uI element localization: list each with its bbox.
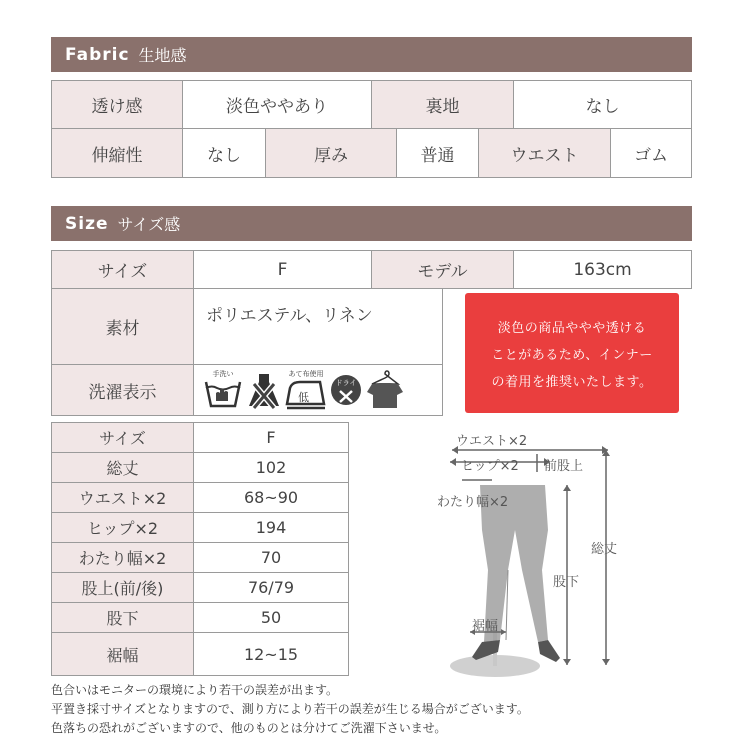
- measure-label-size: サイズ: [51, 422, 194, 453]
- diagram-hip-label: ヒップ×2: [461, 459, 519, 474]
- no-dry-clean-text: ドライ: [335, 379, 357, 387]
- diagram-hem-label: 裾幅: [472, 619, 499, 634]
- measure-value-thigh: 70: [193, 542, 349, 573]
- transparency-label: 透け感: [51, 80, 183, 129]
- measure-value-waist: 68~90: [193, 482, 349, 513]
- waist-value: ゴム: [610, 128, 692, 178]
- fabric-header-jp: 生地感: [138, 46, 187, 65]
- lining-value: なし: [513, 80, 692, 129]
- lining-label: 裏地: [371, 80, 514, 129]
- measure-value-inseam: 50: [193, 602, 349, 633]
- measure-label-rise: 股上(前/後): [51, 572, 194, 603]
- model-label: モデル: [371, 250, 514, 289]
- measure-value-hip: 194: [193, 512, 349, 543]
- fabric-header: [51, 37, 692, 72]
- diagram-inseam-label: 股下: [553, 575, 580, 590]
- measure-label-waist: ウエスト×2: [51, 482, 194, 513]
- no-bleach-icon: [246, 368, 282, 412]
- notice-line-2: ことがあるため、インナー: [491, 348, 653, 363]
- measure-label-length: 総丈: [51, 452, 194, 483]
- fabric-header-en: Fabric: [65, 44, 130, 65]
- diagram-length-label: 総丈: [591, 542, 618, 557]
- material-text: ポリエステル、リネン: [206, 306, 373, 326]
- footer-note-1: 色合いはモニターの環境により若干の誤差が出ます。: [51, 683, 339, 697]
- size-header-jp: サイズ感: [117, 215, 181, 234]
- thickness-label: 厚み: [265, 128, 397, 178]
- measure-label-hip: ヒップ×2: [51, 512, 194, 543]
- material-label: 素材: [51, 288, 194, 365]
- measure-value-rise: 76/79: [193, 572, 349, 603]
- diagram-rise-label: 前股上: [544, 459, 584, 474]
- thickness-value: 普通: [396, 128, 479, 178]
- iron-low-text: あて布使用: [288, 370, 324, 378]
- no-dry-clean-icon: [328, 368, 364, 412]
- notice-line-3: の着用を推奨いたします。: [491, 375, 653, 390]
- size-value: F: [193, 250, 372, 289]
- iron-low-sub: 低: [298, 391, 309, 404]
- hand-wash-icon: [202, 368, 244, 412]
- iron-low-icon: [284, 368, 328, 412]
- sheerness-notice: [465, 293, 679, 413]
- footer-note-2: 平置き採寸サイズとなりますので、測り方により若干の誤差が生じる場合がございます。: [51, 702, 529, 716]
- diagram-waist-label: ウエスト×2: [456, 434, 528, 449]
- waist-label: ウエスト: [478, 128, 611, 178]
- hang-dry-icon: [366, 368, 404, 412]
- stretch-label: 伸縮性: [51, 128, 183, 178]
- model-value: 163cm: [513, 250, 692, 289]
- material-value: [193, 288, 443, 365]
- measure-label-thigh: わたり幅×2: [51, 542, 194, 573]
- hand-wash-text: 手洗い: [212, 370, 234, 378]
- size-label: サイズ: [51, 250, 194, 289]
- measure-label-hem: 裾幅: [51, 632, 194, 676]
- size-header: [51, 206, 692, 241]
- measure-value-hem: 12~15: [193, 632, 349, 676]
- footer-note-3: 色落ちの恐れがございますので、他のものとは分けてご洗濯下さいませ。: [51, 721, 447, 735]
- care-label: 洗濯表示: [51, 364, 194, 416]
- shoe-right: [538, 640, 560, 662]
- measure-value-length: 102: [193, 452, 349, 483]
- diagram-thigh-label: わたり幅×2: [437, 495, 509, 510]
- notice-line-1: 淡色の商品ややや透ける: [497, 321, 647, 336]
- transparency-value: 淡色ややあり: [182, 80, 372, 129]
- measure-value-size: F: [193, 422, 349, 453]
- measure-label-inseam: 股下: [51, 602, 194, 633]
- size-header-en: Size: [65, 213, 109, 234]
- stretch-value: なし: [182, 128, 266, 178]
